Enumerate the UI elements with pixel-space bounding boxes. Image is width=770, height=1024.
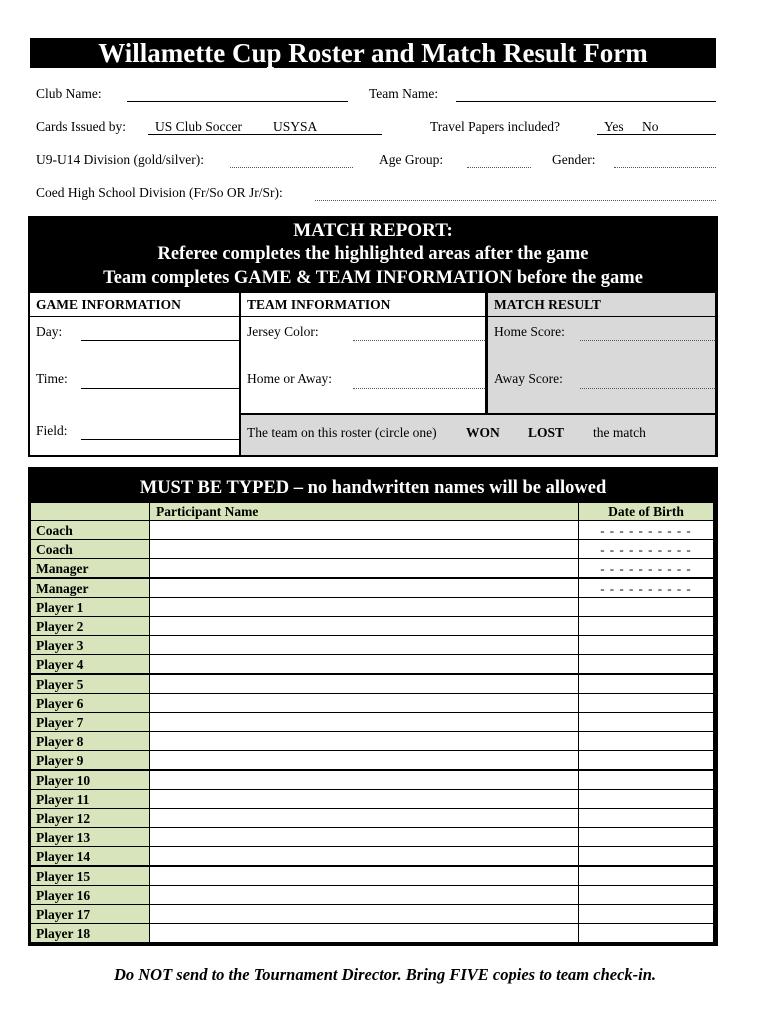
participant-name-cell[interactable]	[150, 924, 578, 942]
participant-name-cell[interactable]	[150, 521, 578, 539]
field-label: Field:	[36, 423, 68, 438]
roster-row-label: Manager	[31, 579, 149, 597]
age-group-field[interactable]	[467, 167, 531, 168]
day-label: Day:	[36, 324, 63, 339]
gender-label: Gender:	[552, 152, 596, 167]
cards-option-usysa[interactable]: USYSA	[273, 119, 318, 134]
division-label: U9-U14 Division (gold/silver):	[36, 152, 204, 167]
home-score-field[interactable]	[580, 340, 715, 341]
gender-field[interactable]	[614, 167, 716, 168]
date-of-birth-cell[interactable]	[579, 847, 713, 865]
match-report-instruction-referee: Referee completes the highlighted areas after the game	[157, 244, 589, 264]
date-of-birth-cell[interactable]	[579, 905, 713, 923]
participant-name-cell[interactable]	[150, 809, 578, 827]
date-of-birth-cell[interactable]	[579, 867, 713, 885]
roster-heading: MUST BE TYPED – no handwritten names will be allowed	[139, 478, 607, 498]
participant-name-cell[interactable]	[150, 559, 578, 577]
date-of-birth-cell[interactable]	[579, 675, 713, 693]
date-of-birth-cell[interactable]	[579, 694, 713, 712]
jersey-color-field[interactable]	[353, 340, 485, 341]
date-of-birth-cell[interactable]: - - - - - - - - - -	[579, 540, 713, 558]
roster-row-label: Player 16	[31, 886, 149, 904]
date-of-birth-cell[interactable]	[579, 828, 713, 846]
roster-row-label: Coach	[31, 540, 149, 558]
roster-row-label: Manager	[31, 559, 149, 577]
match-result-divider	[488, 316, 715, 317]
match-report-instruction-team: Team completes GAME & TEAM INFORMATION before the game	[103, 268, 643, 288]
coed-division-field[interactable]	[315, 200, 716, 201]
game-info-heading: GAME INFORMATION	[36, 297, 181, 312]
date-of-birth-cell[interactable]	[579, 598, 713, 616]
date-of-birth-cell[interactable]	[579, 617, 713, 635]
footer-note: Do NOT send to the Tournament Director. Bring FIVE copies to team check-in.	[113, 965, 657, 984]
travel-yes-option[interactable]: Yes	[604, 119, 624, 134]
date-of-birth-cell[interactable]	[579, 636, 713, 654]
jersey-color-label: Jersey Color:	[247, 324, 319, 339]
time-label: Time:	[36, 371, 68, 386]
date-of-birth-cell[interactable]	[579, 886, 713, 904]
roster-row-label: Player 17	[31, 905, 149, 923]
date-of-birth-cell[interactable]	[579, 655, 713, 673]
participant-name-cell[interactable]	[150, 886, 578, 904]
roster-row-label: Coach	[31, 521, 149, 539]
roster-row-label: Player 1	[31, 598, 149, 616]
participant-name-cell[interactable]	[150, 732, 578, 750]
roster-row-label: Player 11	[31, 790, 149, 808]
travel-papers-label: Travel Papers included?	[430, 119, 560, 134]
team-info-divider	[241, 316, 485, 317]
home-score-label: Home Score:	[494, 324, 565, 339]
the-match-label: the match	[593, 425, 646, 440]
roster-row-label: Player 13	[31, 828, 149, 846]
date-of-birth-cell[interactable]	[579, 790, 713, 808]
participant-name-cell[interactable]	[150, 540, 578, 558]
form-title: Willamette Cup Roster and Match Result Form	[30, 38, 716, 68]
roster-row-label: Player 5	[31, 675, 149, 693]
away-score-field[interactable]	[580, 388, 715, 389]
participant-name-cell[interactable]	[150, 828, 578, 846]
field-location-field[interactable]	[81, 439, 239, 440]
participant-name-cell[interactable]	[150, 598, 578, 616]
won-option[interactable]: WON	[466, 425, 500, 440]
roster-row-label: Player 14	[31, 847, 149, 865]
time-field[interactable]	[81, 388, 239, 389]
roster-row-label: Player 15	[31, 867, 149, 885]
roster-row-label: Player 12	[31, 809, 149, 827]
date-of-birth-cell[interactable]: - - - - - - - - - -	[579, 579, 713, 597]
date-of-birth-cell[interactable]	[579, 809, 713, 827]
home-away-field[interactable]	[353, 388, 485, 389]
game-info-divider	[30, 316, 239, 317]
away-score-label: Away Score:	[494, 371, 563, 386]
roster-header-label-cell	[31, 503, 149, 520]
participant-name-header: Participant Name	[150, 503, 578, 520]
participant-name-cell[interactable]	[150, 675, 578, 693]
date-of-birth-cell[interactable]: - - - - - - - - - -	[579, 559, 713, 577]
coed-division-label: Coed High School Division (Fr/So OR Jr/Sr):	[36, 185, 283, 200]
date-of-birth-header: Date of Birth	[579, 503, 713, 520]
match-result-heading: MATCH RESULT	[494, 297, 601, 312]
team-name-field[interactable]	[456, 101, 716, 102]
roster-row-label: Player 2	[31, 617, 149, 635]
roster-row-label: Player 10	[31, 771, 149, 789]
date-of-birth-cell[interactable]	[579, 713, 713, 731]
day-field[interactable]	[81, 340, 239, 341]
roster-row-label: Player 7	[31, 713, 149, 731]
division-field[interactable]	[230, 167, 353, 168]
roster-row-label: Player 18	[31, 924, 149, 942]
roster-row-label: Player 4	[31, 655, 149, 673]
participant-name-cell[interactable]	[150, 771, 578, 789]
date-of-birth-cell[interactable]	[579, 751, 713, 769]
team-name-label: Team Name:	[369, 86, 439, 101]
cards-issued-label: Cards Issued by:	[36, 119, 126, 134]
date-of-birth-cell[interactable]	[579, 924, 713, 942]
age-group-label: Age Group:	[379, 152, 444, 167]
team-info-heading: TEAM INFORMATION	[247, 297, 391, 312]
home-away-label: Home or Away:	[247, 371, 332, 386]
lost-option[interactable]: LOST	[528, 425, 565, 440]
roster-row-label: Player 8	[31, 732, 149, 750]
roster-row-label: Player 6	[31, 694, 149, 712]
club-name-label: Club Name:	[36, 86, 102, 101]
circle-one-label: The team on this roster (circle one)	[247, 425, 437, 440]
participant-name-cell[interactable]	[150, 579, 578, 597]
club-name-field[interactable]	[127, 101, 348, 102]
travel-no-option[interactable]: No	[642, 119, 659, 134]
participant-name-cell[interactable]	[150, 713, 578, 731]
roster-row-label: Player 9	[31, 751, 149, 769]
date-of-birth-cell[interactable]	[579, 732, 713, 750]
match-report-title: MATCH REPORT:	[293, 220, 453, 241]
participant-name-cell[interactable]	[150, 905, 578, 923]
participant-name-cell[interactable]	[150, 694, 578, 712]
participant-name-cell[interactable]	[150, 751, 578, 769]
participant-name-cell[interactable]	[150, 867, 578, 885]
cards-option-usclub[interactable]: US Club Soccer	[155, 119, 242, 134]
date-of-birth-cell[interactable]	[579, 771, 713, 789]
participant-name-cell[interactable]	[150, 636, 578, 654]
date-of-birth-cell[interactable]: - - - - - - - - - -	[579, 521, 713, 539]
participant-name-cell[interactable]	[150, 655, 578, 673]
roster-row-label: Player 3	[31, 636, 149, 654]
participant-name-cell[interactable]	[150, 617, 578, 635]
participant-name-cell[interactable]	[150, 790, 578, 808]
participant-name-cell[interactable]	[150, 847, 578, 865]
